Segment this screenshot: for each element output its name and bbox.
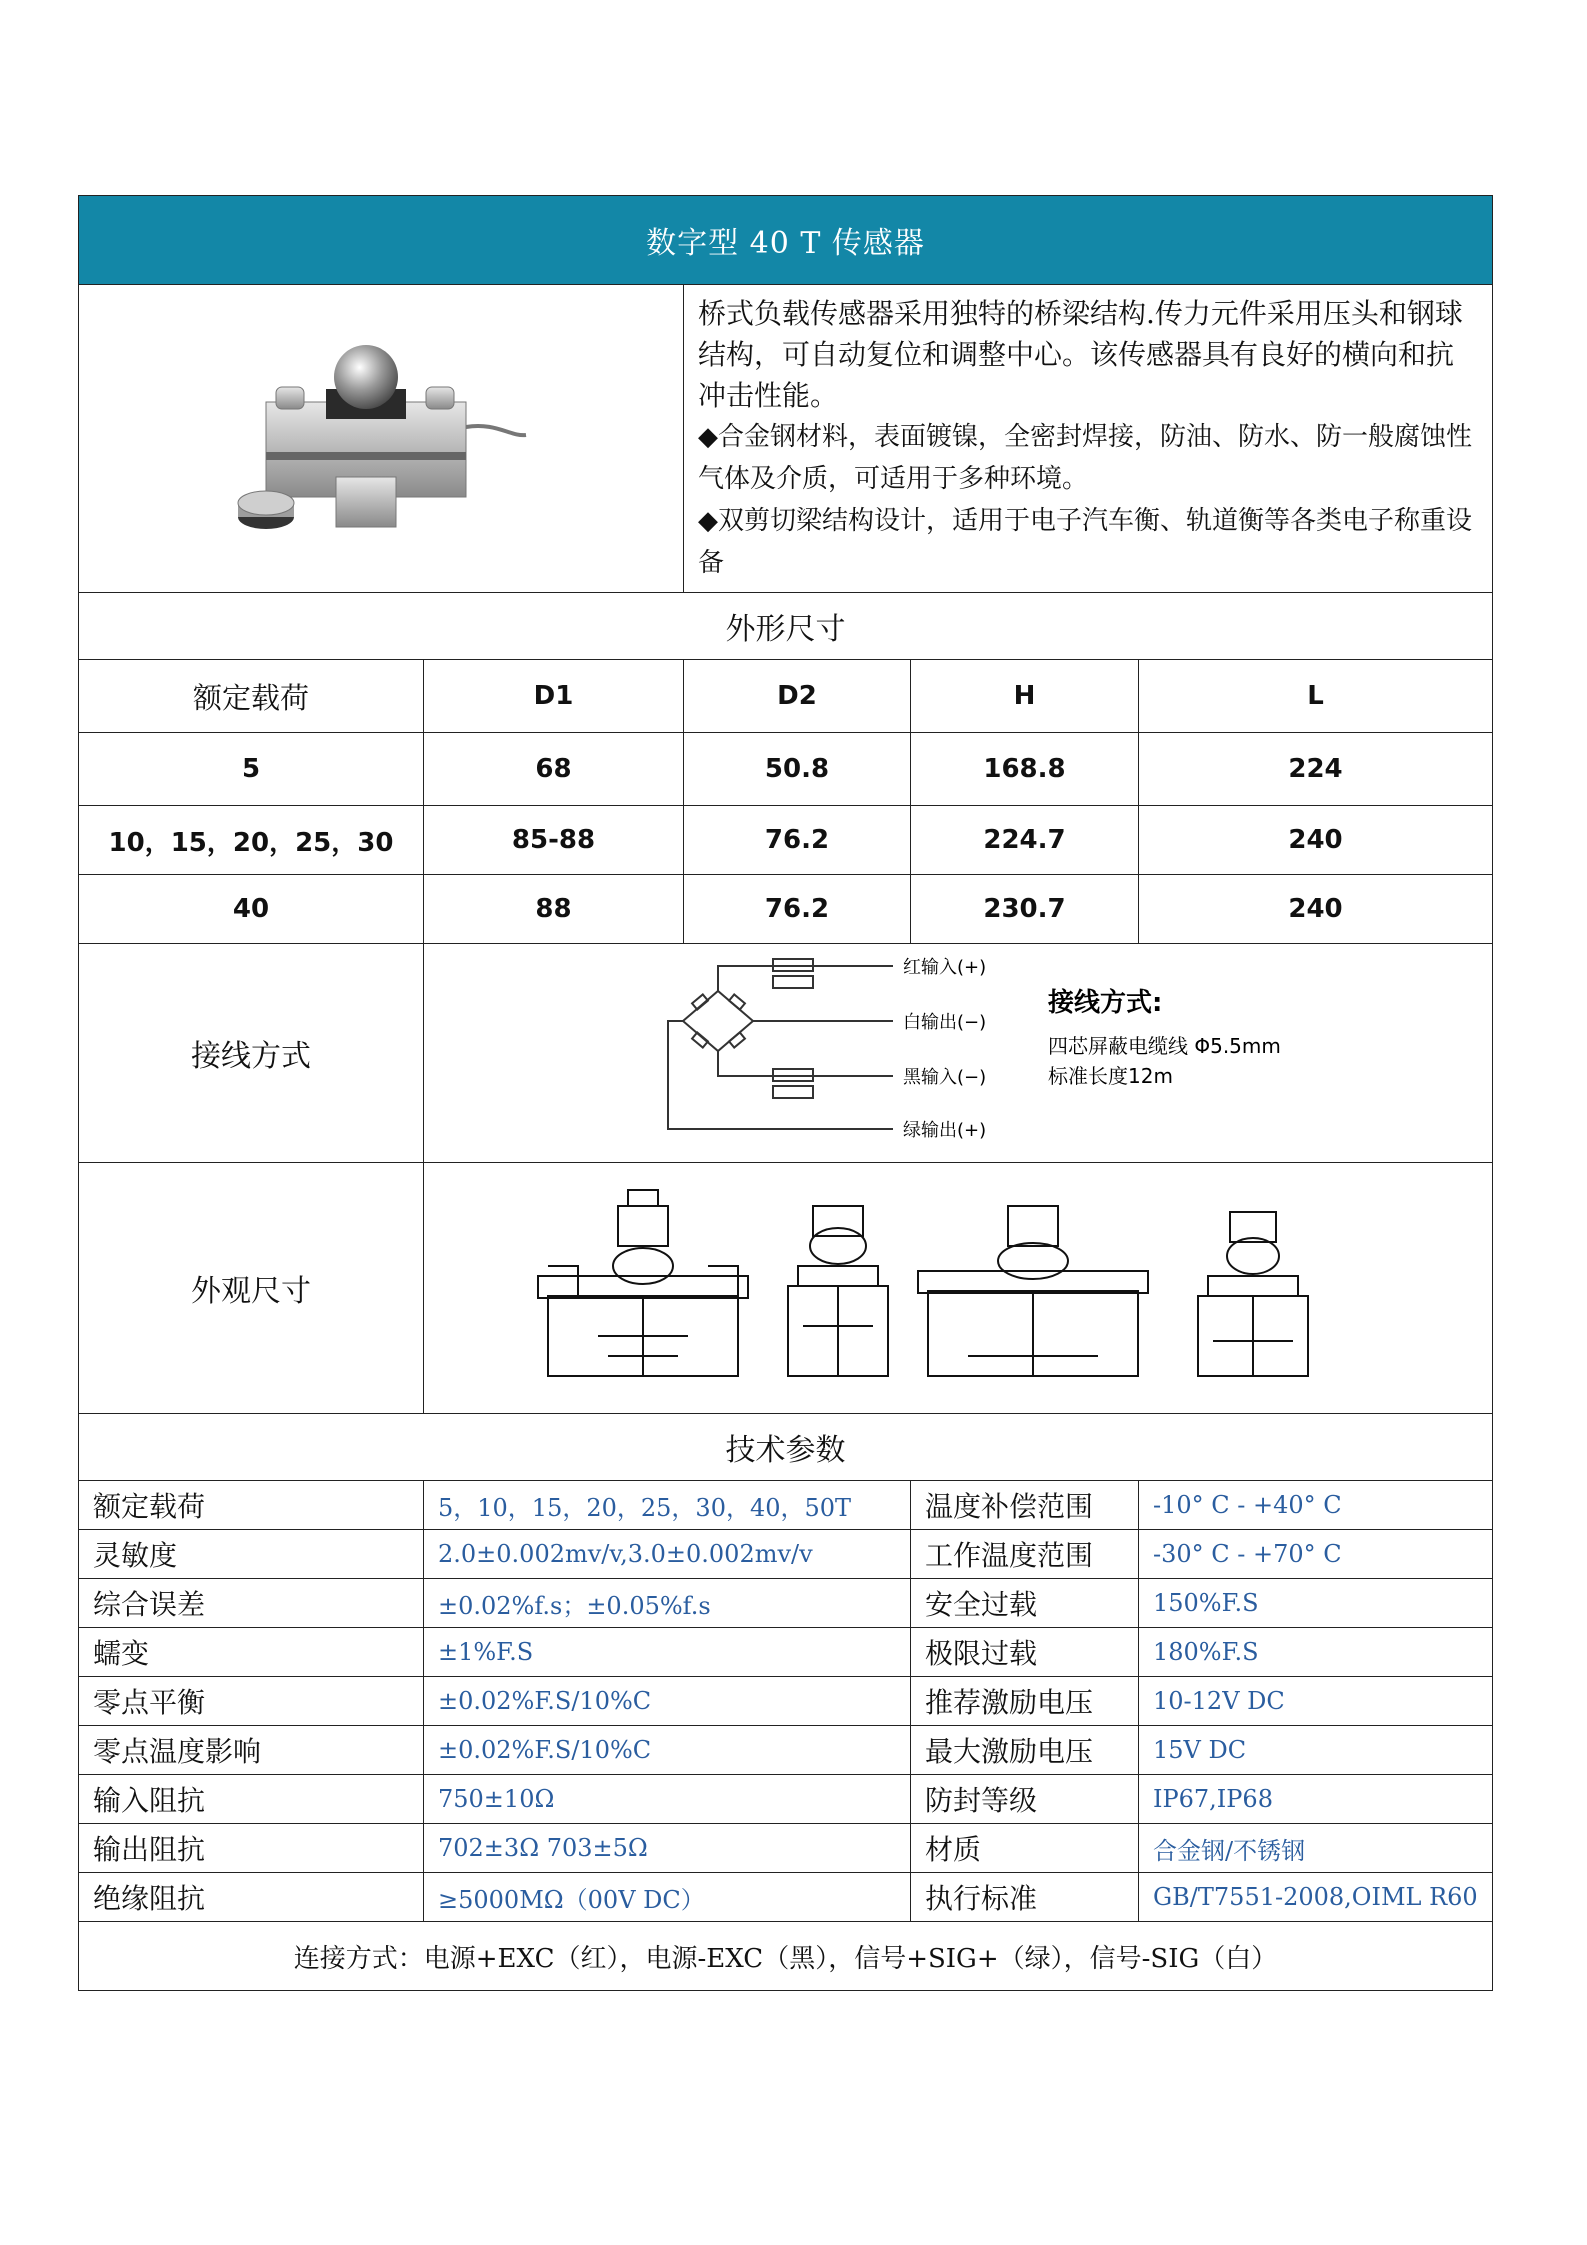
spec-value: 750±10Ω: [424, 1775, 911, 1824]
spec-value: ±0.02%F.S/10%C: [424, 1726, 911, 1775]
dim-cell: 85-88: [424, 806, 684, 875]
wire-black: 黑输入(−): [903, 1067, 987, 1088]
table-row: [79, 1579, 1493, 1628]
spec-value: IP67,IP68: [1139, 1775, 1493, 1824]
spec-label: 推荐激励电压: [911, 1677, 1139, 1726]
dim-cell: 10，15，20，25，30: [79, 806, 424, 875]
outline-drawing-graphic: [508, 1176, 1408, 1396]
dim-cell: 76.2: [684, 875, 911, 944]
table-row: [79, 1530, 1493, 1579]
product-description: [684, 285, 1493, 593]
dim-cell: 240: [1139, 875, 1493, 944]
connection-note: 连接方式：电源+EXC（红），电源-EXC（黑），信号+SIG+（绿），信号-SIG（白）: [79, 1922, 1493, 1991]
spec-label: 安全过载: [911, 1579, 1139, 1628]
spec-value: 10-12V DC: [1139, 1677, 1493, 1726]
dim-cell: 168.8: [911, 733, 1139, 806]
product-photo: [79, 285, 684, 593]
datasheet-table: [78, 195, 1493, 1991]
spec-value: 5，10，15，20，25，30，40，50T: [424, 1481, 911, 1530]
dim-cell: 5: [79, 733, 424, 806]
dim-header-l: L: [1139, 660, 1493, 733]
spec-value: 2.0±0.002mv/v,3.0±0.002mv/v: [424, 1530, 911, 1579]
dimensions-title: 外形尺寸: [79, 593, 1493, 660]
dim-cell: 68: [424, 733, 684, 806]
dim-cell: 224: [1139, 733, 1493, 806]
dim-header-d2: D2: [684, 660, 911, 733]
specs-title: 技术参数: [79, 1414, 1493, 1481]
dim-cell: 230.7: [911, 875, 1139, 944]
spec-label: 极限过载: [911, 1628, 1139, 1677]
wire-white: 白输出(−): [903, 1012, 987, 1033]
wiring-label: 接线方式: [79, 944, 424, 1163]
dim-header-d1: D1: [424, 660, 684, 733]
table-row: [79, 1677, 1493, 1726]
datasheet: [78, 195, 1492, 1991]
dim-cell: 40: [79, 875, 424, 944]
spec-value: ±0.02%f.s；±0.05%f.s: [424, 1579, 911, 1628]
spec-label: 材质: [911, 1824, 1139, 1873]
dim-cell: 240: [1139, 806, 1493, 875]
wire-red: 红输入(+): [903, 957, 987, 978]
spec-value: ±1%F.S: [424, 1628, 911, 1677]
spec-label: 输入阻抗: [79, 1775, 424, 1824]
spec-label: 蠕变: [79, 1628, 424, 1677]
dim-cell: 50.8: [684, 733, 911, 806]
table-row: [79, 1481, 1493, 1530]
spec-label: 工作温度范围: [911, 1530, 1139, 1579]
spec-label: 最大激励电压: [911, 1726, 1139, 1775]
dim-cell: 76.2: [684, 806, 911, 875]
description-bullet: ◆合金钢材料，表面镀镍，全密封焊接，防油、防水、防一般腐蚀性气体及介质，可适用于多种环境。: [698, 422, 1472, 494]
table-row: [79, 1873, 1493, 1922]
table-row: [79, 1628, 1493, 1677]
spec-label: 绝缘阻抗: [79, 1873, 424, 1922]
wire-green: 绿输出(+): [903, 1120, 987, 1141]
dim-header-load: 额定载荷: [79, 660, 424, 733]
spec-label: 零点温度影响: [79, 1726, 424, 1775]
outline-label: 外观尺寸: [79, 1163, 424, 1414]
spec-value: 合金钢/不锈钢: [1139, 1824, 1493, 1873]
table-row: [79, 733, 1493, 806]
wiring-diagram: [424, 944, 1493, 1163]
description-bullet: ◆双剪切梁结构设计，适用于电子汽车衡、轨道衡等各类电子称重设备: [698, 506, 1472, 578]
spec-label: 防封等级: [911, 1775, 1139, 1824]
dim-cell: 88: [424, 875, 684, 944]
table-row: [79, 1775, 1493, 1824]
dim-cell: 224.7: [911, 806, 1139, 875]
spec-value: 702±3Ω 703±5Ω: [424, 1824, 911, 1873]
spec-value: -10° C - +40° C: [1139, 1481, 1493, 1530]
spec-value: ≥5000MΩ（00V DC）: [424, 1873, 911, 1922]
spec-value: ±0.02%F.S/10%C: [424, 1677, 911, 1726]
wiring-info-length: 标准长度12m: [1048, 1064, 1173, 1088]
table-row: [79, 806, 1493, 875]
spec-value: GB/T7551-2008,OIML R60: [1139, 1873, 1493, 1922]
spec-value: 150%F.S: [1139, 1579, 1493, 1628]
spec-label: 灵敏度: [79, 1530, 424, 1579]
outline-drawings: [424, 1163, 1493, 1414]
spec-value: -30° C - +70° C: [1139, 1530, 1493, 1579]
spec-label: 温度补偿范围: [911, 1481, 1139, 1530]
spec-label: 综合误差: [79, 1579, 424, 1628]
page-title: 数字型 40 T 传感器: [79, 196, 1493, 285]
wiring-info-title: 接线方式:: [1048, 988, 1163, 1018]
table-row: [79, 875, 1493, 944]
wiring-diagram-graphic: [608, 951, 1308, 1151]
spec-label: 执行标准: [911, 1873, 1139, 1922]
spec-value: 15V DC: [1139, 1726, 1493, 1775]
dim-header-h: H: [911, 660, 1139, 733]
spec-label: 输出阻抗: [79, 1824, 424, 1873]
wiring-info-cable: 四芯屏蔽电缆线 Φ5.5mm: [1048, 1034, 1281, 1058]
description-intro: 桥式负载传感器采用独特的桥梁结构.传力元件采用压头和钢球结构，可自动复位和调整中心。该传感器具有良好的横向和抗冲击性能。: [698, 297, 1463, 412]
table-row: [79, 1824, 1493, 1873]
spec-value: 180%F.S: [1139, 1628, 1493, 1677]
table-row: [79, 1726, 1493, 1775]
spec-label: 额定载荷: [79, 1481, 424, 1530]
load-cell-image: [226, 317, 536, 557]
spec-label: 零点平衡: [79, 1677, 424, 1726]
